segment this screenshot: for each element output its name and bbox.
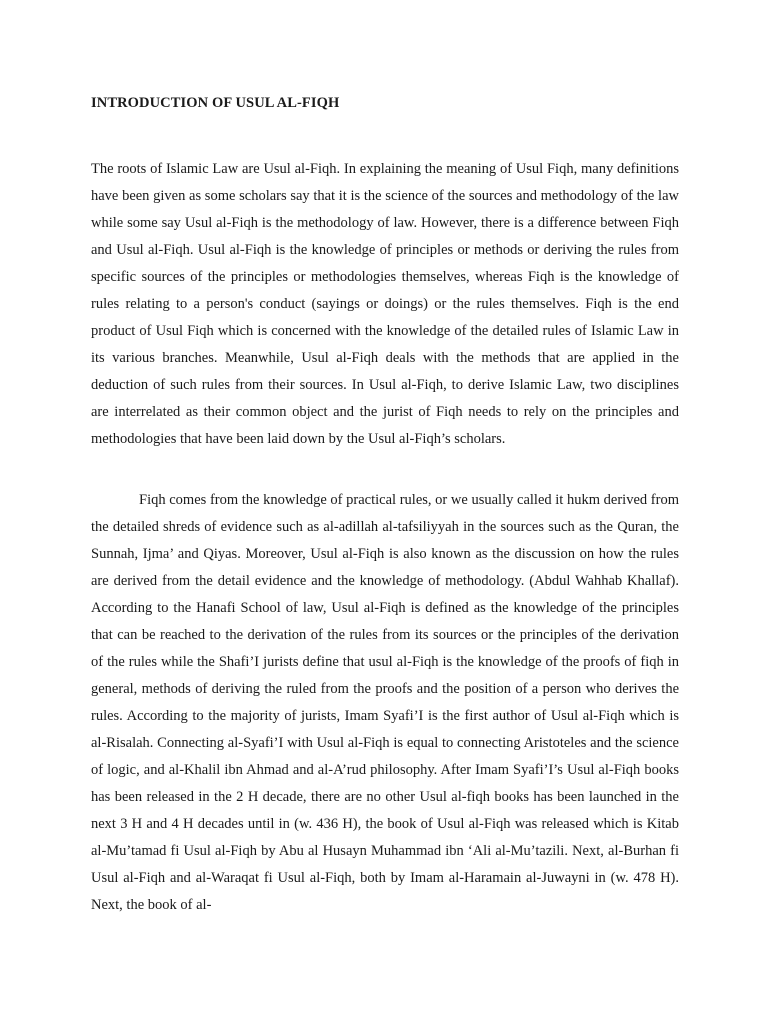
- document-page: [91, 0, 679, 1024]
- paragraph-1: The roots of Islamic Law are Usul al-Fiqh. In explaining the meaning of Usul Fiqh, many definitions have been given as some scholars say that it is the science of the sources and methodology of the law while some say Usul al-Fiqh is the methodology of law. However, there is a difference between Fiqh and Usul al-Fiqh. Usul al-Fiqh is the knowledge of principles or methods or deriving the rules from specific sources of the principles or methodologies themselves, whereas Fiqh is the knowledge of rules relating to a person's conduct (sayings or doings) or the rules themselves. Fiqh is the end product of Usul Fiqh which is concerned with the knowledge of the detailed rules of Islamic Law in its various branches. Meanwhile, Usul al-Fiqh deals with the methods that are applied in the deduction of such rules from their sources. In Usul al-Fiqh, to derive Islamic Law, two disciplines are interrelated as their common object and the jurist of Fiqh needs to rely on the principles and methodologies that have been laid down by the Usul al-Fiqh’s scholars.: [91, 161, 679, 447]
- paragraph-2: Fiqh comes from the knowledge of practical rules, or we usually called it hukm derived from the detailed shreds of evidence such as al-adillah al-tafsiliyyah in the sources such as the Quran, the Sunnah, Ijma’ and Qiyas. Moreover, Usul al-Fiqh is also known as the discussion on how the rules are derived from the detail evidence and the knowledge of methodology. (Abdul Wahhab Khallaf). According to the Hanafi School of law, Usul al-Fiqh is defined as the knowledge of the principles that can be reached to the derivation of the rules from its sources or the principles of the derivation of the rules while the Shafi’I jurists define that usul al-Fiqh is the knowledge of the proofs of fiqh in general, methods of deriving the ruled from the proofs and the position of a person who derives the rules. According to the majority of jurists, Imam Syafi’I is the first author of Usul al-Fiqh which is al-Risalah. Connecting al-Syafi’I with Usul al-Fiqh is equal to connecting Aristoteles and the science of logic, and al-Khalil ibn Ahmad and al-A’rud philosophy. After Imam Syafi’I’s Usul al-Fiqh books has been released in the 2 H decade, there are no other Usul al-fiqh books has been launched in the next 3 H and 4 H decades until in (w. 436 H), the book of Usul al-Fiqh was released which is Kitab al-Mu’tamad fi Usul al-Fiqh by Abu al Husayn Muhammad ibn ‘Ali al-Mu’tazili. Next, al-Burhan fi Usul al-Fiqh and al-Waraqat fi Usul al-Fiqh, both by Imam al-Haramain al-Juwayni in (w. 478 H). Next, the book of al-: [91, 492, 679, 913]
- document-heading: INTRODUCTION OF USUL AL-FIQH: [91, 95, 340, 111]
